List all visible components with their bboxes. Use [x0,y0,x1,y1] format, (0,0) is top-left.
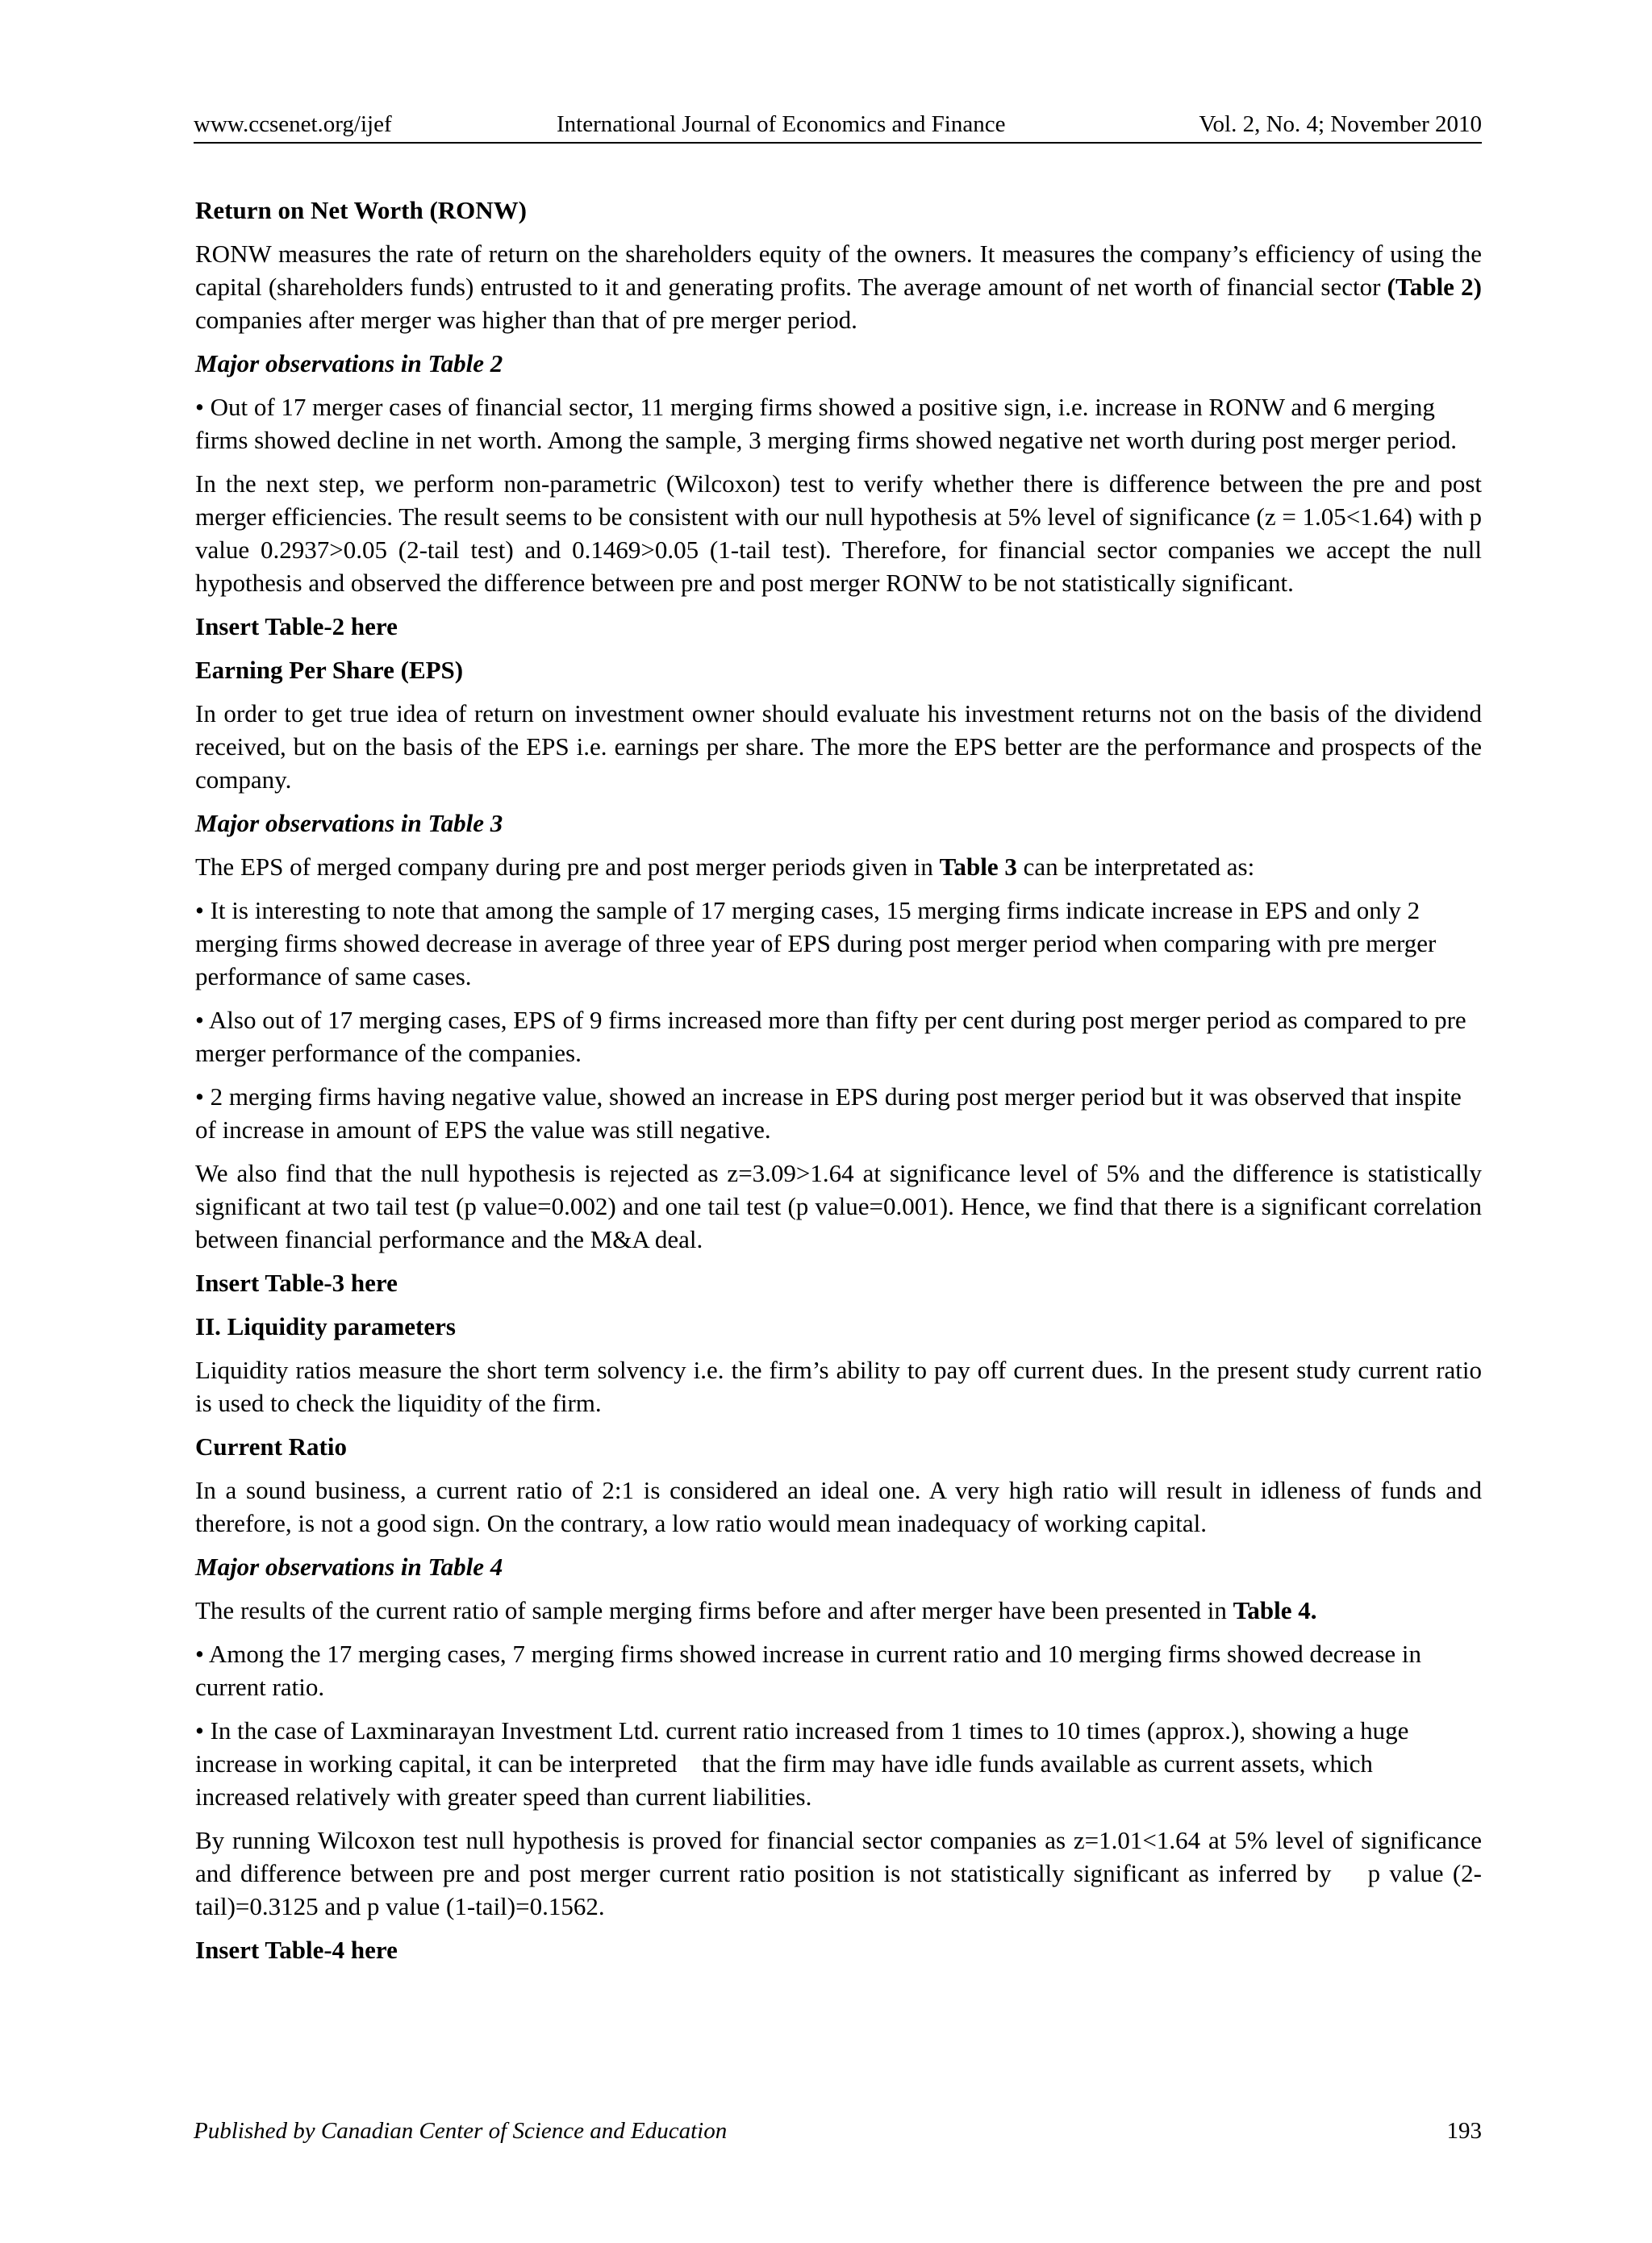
section-heading-eps: Earning Per Share (EPS) [195,656,464,684]
insert-table-2-note: Insert Table-2 here [195,612,398,640]
paragraph-wilcoxon-ronw: In the next step, we perform non-parametric (Wilcoxon) test to verify whether there is difference between the pre and post merger efficiencies. The result seems to be consistent with our null hypothesis at 5% level of significance (z = 1.05<1.64) with p value 0.2937>0.05 (2-tail test) and 0.1469>0.05 (1-tail test). Therefore, for financial sector companies we accept the null hypothesis and observed the difference between pre and post merger RONW to be not statistically significant. [195,469,1482,597]
insert-table-3-note: Insert Table-3 here [195,1269,398,1297]
header-journal-title: International Journal of Economics and Finance [557,111,1006,137]
section-heading-ronw: Return on Net Worth (RONW) [195,196,528,224]
page-number: 193 [1446,2118,1482,2144]
header-url: www.ccsenet.org/ijef [194,111,392,137]
paragraph-current-ratio-test: By running Wilcoxon test null hypothesis is proved for financial sector companies as z=1.01<1.64 at 5% level of significance and difference between pre and post merger current ratio position is not statistically significant as inferred by p value (2-tail)=0.3125 and p value (1-tail)=0.1562. [195,1826,1488,1920]
bullet-item: • It is interesting to note that among the sample of 17 merging cases, 15 merging firms indicate increase in EPS and only 2 merging firms showed decrease in average of three year of EPS during post merger period when comparing with pre merger performance of same cases. [195,896,1437,990]
subheading-observations-table-3: Major observations in Table 3 [195,809,503,837]
bullet-icon: • [195,1082,204,1111]
running-footer [194,2115,1482,2147]
bullet-icon: • [195,393,204,421]
table-reference: Table 3 [939,853,1017,881]
section-heading-liquidity: II. Liquidity parameters [195,1312,456,1340]
insert-table-4-note: Insert Table-4 here [195,1936,398,1964]
running-header [194,106,1482,144]
paragraph-eps: In order to get true idea of return on investment owner should evaluate his investment returns not on the basis of the dividend received, but on the basis of the EPS i.e. earnings per share. The more the EPS better are the performance and prospects of the company. [195,699,1482,794]
paragraph-ronw: RONW measures the rate of return on the shareholders equity of the owners. It measures the company’s efficiency of using the capital (shareholders funds) entrusted to it and generating profits. The average amount of net worth of financial sector (Table 2) companies after merger was higher than that of pre merger period. [195,240,1483,334]
section-heading-current-ratio: Current Ratio [195,1432,347,1461]
bullet-item: • Also out of 17 merging cases, EPS of 9 firms increased more than fifty per cent during post merger period as compared to pre merger performance of the companies. [195,1006,1466,1067]
table-reference: (Table 2) [1387,273,1483,301]
bullet-icon: • [195,896,204,924]
paragraph-eps-intro: The EPS of merged company during pre and post merger periods given in Table 3 can be interpretated as: [195,853,1255,881]
subheading-observations-table-4: Major observations in Table 4 [195,1553,503,1581]
bullet-item: • In the case of Laxminarayan Investment Ltd. current ratio increased from 1 times to 10 times (approx.), showing a huge increase in working capital, it can be interpreted that the firm may have idle funds available as current assets, which increased relatively with greater speed than current liabilities. [195,1716,1416,1811]
subheading-observations-table-2: Major observations in Table 2 [195,349,503,377]
bullet-item: • Out of 17 merger cases of financial sector, 11 merging firms showed a positive sign, i.e. increase in RONW and 6 merging firms showed decline in net worth. Among the sample, 3 merging firms showed negative net worth during post merger period. [195,393,1458,454]
bullet-item: • 2 merging firms having negative value, showed an increase in EPS during post merger period but it was observed that inspite of increase in amount of EPS the value was still negative. [195,1082,1462,1144]
header-volume: Vol. 2, No. 4; November 2010 [1199,111,1482,137]
bullet-icon: • [195,1640,204,1668]
paragraph-current-ratio: In a sound business, a current ratio of 2:1 is considered an ideal one. A very high ratio will result in idleness of funds and therefore, is not a good sign. On the contrary, a low ratio would mean inadequacy of working capital. [195,1476,1482,1537]
footer-publisher: Published by Canadian Center of Science and Education [194,2118,728,2144]
paragraph-current-ratio-intro: The results of the current ratio of sample merging firms before and after merger have been presented in Table 4. [195,1596,1317,1624]
paragraph-eps-test: We also find that the null hypothesis is rejected as z=3.09>1.64 at significance level of 5% and the difference is statistically significant at two tail test (p value=0.002) and one tail test (p value=0.001). Hence, we find that there is a significant correlation between financial performance and the M&A deal. [195,1159,1482,1253]
article-body [195,194,1488,1977]
paragraph-liquidity: Liquidity ratios measure the short term solvency i.e. the firm’s ability to pay off current dues. In the present study current ratio is used to check the liquidity of the firm. [195,1356,1482,1417]
bullet-icon: • [195,1716,204,1745]
bullet-icon: • [195,1006,204,1034]
table-reference: Table 4. [1233,1596,1317,1624]
bullet-item: • Among the 17 merging cases, 7 merging firms showed increase in current ratio and 10 merging firms showed decrease in current ratio. [195,1640,1422,1701]
